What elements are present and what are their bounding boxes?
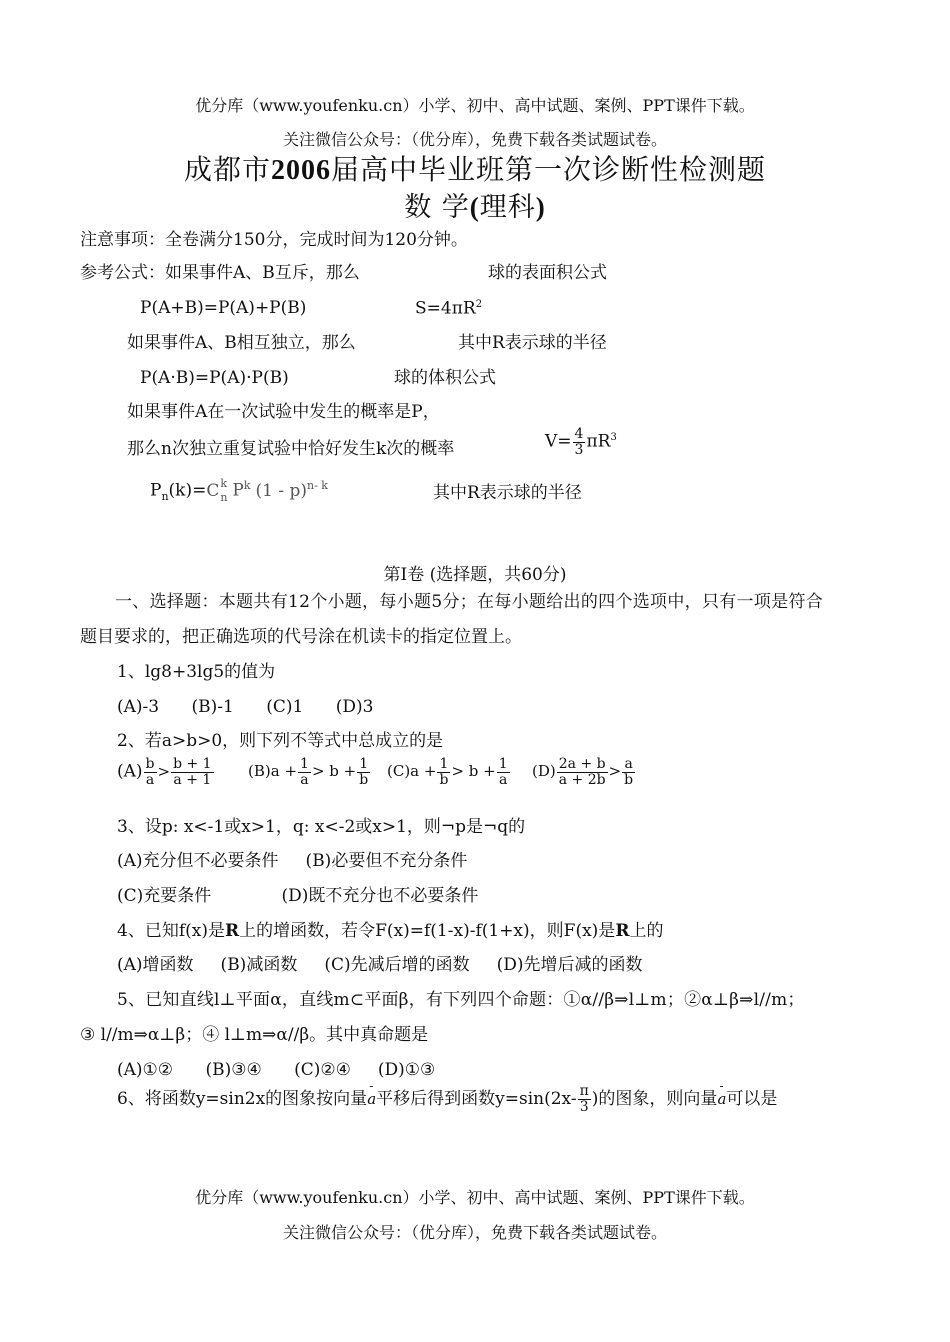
binomial-p-exponent: k [243, 479, 251, 492]
q6-part-d: 可以是 [726, 1089, 778, 1109]
question-4-options: (A)增函数 (B)减函数 (C)先减后增的函数 (D)先增后减的函数 [117, 955, 643, 975]
q6-part-a: 6、将函数y=sin2x的图象按向量 [117, 1089, 368, 1109]
q2-c-fraction-2 [497, 757, 510, 787]
event-probability: 如果事件A在一次试验中发生的概率是P， [127, 402, 440, 422]
binomial-complement-exponent: n- k [307, 479, 328, 492]
vector-a-2: - a [717, 1090, 726, 1108]
q4-stem-b: 上的增函数，若令F(x)=f(1-x)-f(1+x)，则F(x)是 [239, 921, 616, 941]
q2-d-operator: > [608, 762, 622, 781]
vector-a-1: - a [367, 1090, 376, 1108]
q6-fraction [578, 1084, 591, 1114]
sphere-volume-formula [545, 427, 617, 457]
combination-k: k [220, 476, 228, 490]
volume-suffix: πR [586, 431, 611, 452]
instructions-line-2: 题目要求的，把正确选项的代号涂在机读卡的指定位置上。 [80, 627, 522, 647]
q2-c-num-1: 1 [437, 757, 450, 773]
title-suffix: 届高中毕业班第一次诊断性检测题 [331, 153, 767, 186]
volume-denominator: 3 [574, 441, 584, 458]
q2-b-num-2: 1 [357, 757, 370, 773]
q2-a-num-1: b [145, 756, 155, 772]
question-2-option-c [387, 757, 511, 787]
notice: 注意事项：全卷满分150分，完成时间为120分钟。 [80, 230, 468, 250]
q2-a-num-2: b + 1 [173, 756, 212, 772]
sphere-area-exponent: 2 [475, 299, 483, 310]
q2-c-fraction-1 [437, 757, 450, 787]
formula-intro: 参考公式：如果事件A、B互斥，那么 [80, 263, 360, 283]
q2-d-den-1: a + 2b [558, 771, 606, 788]
q2-c-den-1: b [439, 771, 449, 788]
question-3-stem: 3、设p: x<-1或x>1，q: x<-2或x>1，则¬p是¬q的 [117, 817, 526, 837]
combination-symbol [206, 476, 232, 504]
binomial-description: 那么n次独立重复试验中恰好发生k次的概率 [127, 439, 455, 459]
volume-fraction [573, 427, 586, 457]
q2-b-fraction-2 [357, 757, 370, 787]
subtitle-open-paren: ( [469, 192, 480, 222]
q2-c-num-2: 1 [498, 756, 508, 772]
q2-b-label: (B)a + [248, 762, 298, 781]
question-2-option-b [248, 757, 371, 787]
footer-line-1: 优分库（www.youfenku.cn）小学、初中、高中试题、案例、PPT课件下载。 [195, 1188, 755, 1207]
q2-c-label: (C)a + [387, 762, 437, 781]
q2-a-fraction-1 [144, 757, 157, 787]
q2-d-label: (D) [532, 762, 556, 781]
combination-n: n [220, 490, 228, 504]
addition-rule: P(A+B)=P(A)+P(B) [140, 298, 307, 318]
combination-c: C [206, 480, 220, 501]
question-2-option-a [117, 757, 215, 787]
pn-subscript: n [161, 490, 169, 504]
question-2-stem: 2、若a>b>0，则下列不等式中总成立的是 [117, 731, 444, 751]
subtitle-type: 理科 [479, 192, 536, 223]
independent-events: 如果事件A、B相互独立，那么 [127, 333, 356, 353]
volume-numerator: 4 [574, 426, 584, 442]
binomial-p: P [232, 480, 244, 501]
q2-b-operator: > b + [311, 762, 357, 781]
sphere-area-formula [415, 300, 482, 318]
volume-exponent: 3 [610, 432, 617, 444]
q2-a-den-1: a [145, 771, 155, 788]
title-prefix: 成都市 [183, 153, 271, 186]
subtitle-subject: 数 学 [404, 192, 470, 223]
q2-a-fraction-2 [171, 757, 214, 787]
question-5-line-1: 5、已知直线l⊥平面α，直线m⊂平面β，有下列四个命题：①α//β⇒l⊥m；②α⊥β⇒l//m； [117, 990, 805, 1010]
pn-args: (k)= [168, 480, 207, 501]
question-1-stem: 1、lg8+3lg5的值为 [117, 662, 276, 682]
q2-a-label: (A) [117, 761, 143, 782]
instructions-line-1: 一、选择题：本题共有12个小题，每小题5分；在每小题给出的四个选项中，只有一项是符合 [115, 592, 824, 612]
sphere-volume-label: 球的体积公式 [394, 368, 496, 388]
q4-stem-c: 上的 [629, 921, 664, 941]
section-title: 第I卷 (选择题，共60分) [383, 565, 567, 585]
question-4-stem [117, 923, 663, 940]
q6-part-b: 平移后得到函数y=sin(2x- [376, 1089, 577, 1109]
question-5-options: (A)①② (B)③④ (C)②④ (D)①③ [117, 1060, 436, 1080]
q6-numerator: π [579, 1083, 589, 1100]
q2-d-fraction-2 [622, 757, 635, 787]
q2-d-den-2: b [624, 771, 634, 788]
q2-a-operator: > [157, 762, 171, 781]
question-3-options-2: (C)充要条件 (D)既不充分也不必要条件 [117, 886, 479, 906]
q6-denominator: 3 [579, 1099, 589, 1115]
radius-note-1: 其中R表示球的半径 [458, 333, 607, 353]
q2-d-num-1: 2a + b [558, 756, 606, 772]
binomial-formula [150, 476, 328, 504]
q2-a-den-2: a + 1 [173, 771, 212, 788]
q2-d-fraction-1 [557, 757, 608, 787]
question-2-option-d [532, 757, 636, 787]
q2-c-den-2: a [499, 771, 508, 788]
q4-real-set-2: R [615, 921, 630, 941]
q2-b-fraction-1 [298, 757, 311, 787]
q2-b-num-1: 1 [300, 756, 309, 772]
header-line-2: 关注微信公众号：（优分库），免费下载各类试题试卷。 [282, 130, 667, 149]
title-year: 2006 [271, 155, 331, 186]
q6-part-c: )的图象，则向量 [591, 1089, 718, 1109]
subtitle-close-paren: ) [535, 192, 546, 222]
q2-b-den-2: b [359, 771, 369, 788]
radius-note-2: 其中R表示球的半径 [433, 483, 582, 503]
q2-c-operator: > b + [451, 762, 496, 781]
question-3-options-1: (A)充分但不必要条件 (B)必要但不充分条件 [117, 851, 468, 871]
q4-stem-a: 4、已知f(x)是 [117, 921, 225, 941]
footer-line-2: 关注微信公众号：（优分库），免费下载各类试题试卷。 [282, 1223, 667, 1242]
q4-real-set-1: R [224, 921, 240, 941]
page-title [0, 148, 950, 188]
question-1-options: (A)-3 (B)-1 (C)1 (D)3 [117, 697, 374, 717]
multiplication-rule: P(A·B)=P(A)·P(B) [140, 368, 289, 388]
pn-symbol: P [150, 480, 162, 501]
question-5-line-2: ③ l//m⇒α⊥β；④ l⊥m⇒α//β。其中真命题是 [80, 1025, 429, 1045]
sphere-area-text: S=4πR [415, 298, 476, 319]
page-subtitle [0, 185, 950, 224]
q2-d-num-2: a [622, 757, 635, 773]
q2-b-den-1: a [300, 771, 309, 788]
binomial-complement: (1 - p) [255, 480, 307, 501]
header-line-1: 优分库（www.youfenku.cn）小学、初中、高中试题、案例、PPT课件下载。 [195, 96, 755, 115]
question-6-stem [117, 1084, 777, 1115]
volume-prefix: V= [545, 431, 572, 452]
sphere-area-label: 球的表面积公式 [488, 263, 607, 283]
